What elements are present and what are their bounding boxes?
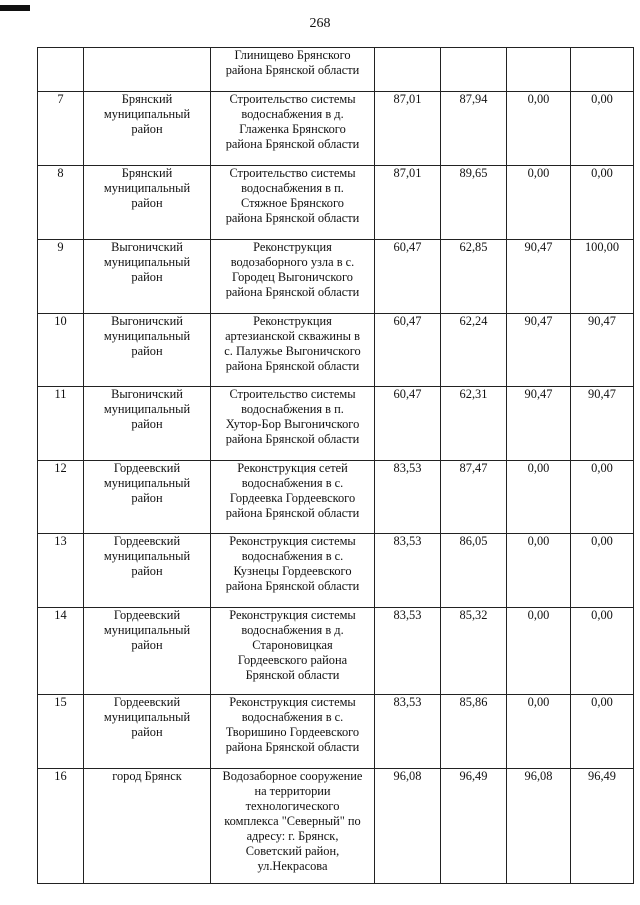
value-cell-4-text: 96,49 [588,769,616,783]
value-cell-2-text: 87,47 [459,461,488,475]
page-number: 268 [309,16,331,31]
value-cell-2 [441,92,507,166]
value-cell-1-text: 87,01 [393,92,422,106]
value-cell-2 [441,695,507,769]
district-cell [84,314,211,387]
row-number-cell [38,695,84,769]
table-row [38,387,634,461]
value-cell-3-text: 0,00 [527,461,550,475]
value-cell-2 [441,387,507,461]
value-cell-2 [441,166,507,240]
value-cell-2 [441,534,507,608]
value-cell-4-text: 0,00 [591,608,613,622]
row-number-cell [38,92,84,166]
table-row [38,48,634,92]
table-row [38,695,634,769]
district-cell-text: Гордеевский муниципальный район [103,608,191,652]
value-cell-1 [375,608,441,695]
row-number-cell [38,608,84,695]
row-number-cell-text: 11 [54,387,67,401]
value-cell-3-text: 90,47 [524,387,553,401]
value-cell-4 [571,48,634,92]
object-description-cell [211,166,375,240]
table-row [38,608,634,695]
table-row [38,92,634,166]
row-number-cell [38,240,84,314]
object-description-cell-text: Строительство системы водоснабжения в п. Хутор-Бор Выгоничского района Брянской области [225,387,360,446]
value-cell-1 [375,769,441,884]
value-cell-2-text: 89,65 [459,166,488,180]
value-cell-1-text: 87,01 [393,166,422,180]
object-description-cell-text: Строительство системы водоснабжения в п. Стяжное Брянского района Брянской области [225,166,360,225]
object-description-cell-text: Реконструкция артезианской скважины в с. Палужье Выгоничского района Брянской области [224,314,361,373]
object-description-cell-text: Реконструкция системы водоснабжения в с. Кузнецы Гордеевского района Брянской области [225,534,360,593]
value-cell-1-text: 60,47 [393,240,422,254]
value-cell-4-text: 0,00 [591,534,613,548]
district-cell-text: Брянский муниципальный район [103,92,191,136]
row-number-cell [38,534,84,608]
row-number-cell-text: 16 [54,769,67,783]
object-description-cell-text: Водозаборное сооружение на территории технологического комплекса "Северный" по адресу: г. Брянск, Советский район, ул.Некрасова [222,769,363,873]
value-cell-3 [507,48,571,92]
row-number-cell [38,461,84,534]
table-body [38,48,634,884]
object-description-cell [211,608,375,695]
row-number-cell [38,314,84,387]
row-number-cell-text: 9 [57,240,64,254]
value-cell-3-text: 0,00 [527,92,550,106]
value-cell-3 [507,387,571,461]
value-cell-2-text: 62,24 [459,314,488,328]
district-cell-text: Гордеевский муниципальный район [103,534,191,578]
row-number-cell [38,769,84,884]
district-cell [84,387,211,461]
row-number-cell-text: 12 [54,461,67,475]
row-number-cell-text: 8 [57,166,64,180]
value-cell-4-text: 0,00 [591,461,613,475]
value-cell-1 [375,314,441,387]
value-cell-1-text: 83,53 [393,534,422,548]
value-cell-2 [441,461,507,534]
value-cell-3-text: 96,08 [524,769,553,783]
district-cell-text: Выгоничский муниципальный район [103,240,191,284]
district-cell [84,534,211,608]
row-number-cell-text: 7 [57,92,64,106]
value-cell-3-text: 0,00 [527,534,550,548]
object-description-cell [211,534,375,608]
value-cell-4 [571,240,634,314]
value-cell-4 [571,461,634,534]
value-cell-4 [571,314,634,387]
object-description-cell [211,92,375,166]
object-description-cell [211,314,375,387]
row-number-cell [38,48,84,92]
value-cell-4 [571,387,634,461]
object-description-cell [211,48,375,92]
value-cell-3 [507,534,571,608]
table-row [38,314,634,387]
object-description-cell [211,769,375,884]
value-cell-4-text: 90,47 [588,387,616,401]
object-description-cell-text: Реконструкция сетей водоснабжения в с. Гордеевка Гордеевского района Брянской области [225,461,360,520]
district-cell [84,48,211,92]
district-cell [84,461,211,534]
value-cell-2-text: 62,85 [459,240,488,254]
district-cell [84,240,211,314]
table-row [38,240,634,314]
value-cell-3 [507,608,571,695]
district-cell-text: Выгоничский муниципальный район [103,314,191,358]
district-cell-text: Гордеевский муниципальный район [103,461,191,505]
value-cell-4-text: 90,47 [588,314,616,328]
district-cell [84,608,211,695]
value-cell-3-text: 0,00 [527,608,550,622]
district-cell [84,166,211,240]
value-cell-3-text: 90,47 [524,240,553,254]
value-cell-3 [507,461,571,534]
value-cell-3-text: 0,00 [527,166,550,180]
value-cell-4 [571,769,634,884]
scan-corner-mark [0,5,30,11]
object-description-cell-text: Глинищево Брянского района Брянской области [225,48,360,77]
value-cell-4 [571,608,634,695]
district-cell-text: город Брянск [112,769,182,783]
district-cell-text: Выгоничский муниципальный район [103,387,191,431]
value-cell-1 [375,92,441,166]
value-cell-4-text: 0,00 [591,92,613,106]
value-cell-1 [375,240,441,314]
water-supply-table [37,47,634,884]
value-cell-1 [375,534,441,608]
district-cell [84,92,211,166]
value-cell-3 [507,240,571,314]
value-cell-3 [507,166,571,240]
object-description-cell-text: Реконструкция системы водоснабжения в д. Староновицкая Гордеевского района Брянской области [229,608,356,682]
value-cell-4-text: 100,00 [584,240,620,254]
value-cell-1-text: 60,47 [393,314,422,328]
value-cell-1 [375,387,441,461]
object-description-cell [211,695,375,769]
value-cell-1-text: 60,47 [393,387,422,401]
table-row [38,166,634,240]
value-cell-3 [507,695,571,769]
value-cell-2 [441,240,507,314]
value-cell-2 [441,608,507,695]
object-description-cell-text: Реконструкция водозаборного узла в с. Городец Выгоничского района Брянской области [225,240,360,299]
object-description-cell [211,387,375,461]
table-row [38,769,634,884]
value-cell-1-text: 83,53 [393,695,422,709]
district-cell [84,695,211,769]
value-cell-1 [375,48,441,92]
value-cell-2 [441,48,507,92]
value-cell-4-text: 0,00 [591,166,613,180]
object-description-cell-text: Строительство системы водоснабжения в д. Глаженка Брянского района Брянской области [225,92,360,151]
value-cell-2-text: 62,31 [459,387,488,401]
value-cell-4 [571,92,634,166]
value-cell-1 [375,461,441,534]
value-cell-3-text: 90,47 [524,314,553,328]
row-number-cell-text: 10 [54,314,67,328]
value-cell-2 [441,314,507,387]
district-cell-text: Гордеевский муниципальный район [103,695,191,739]
object-description-cell-text: Реконструкция системы водоснабжения в с. Творишино Гордеевского района Брянской области [225,695,360,754]
value-cell-4 [571,166,634,240]
value-cell-1-text: 83,53 [393,461,422,475]
value-cell-4 [571,695,634,769]
row-number-cell-text: 15 [54,695,67,709]
value-cell-4-text: 0,00 [591,695,613,709]
value-cell-4 [571,534,634,608]
value-cell-1 [375,166,441,240]
value-cell-3-text: 0,00 [527,695,550,709]
value-cell-3 [507,92,571,166]
district-cell-text: Брянский муниципальный район [103,166,191,210]
value-cell-2-text: 86,05 [459,534,488,548]
table-row [38,534,634,608]
value-cell-2-text: 96,49 [459,769,488,783]
row-number-cell-text: 14 [54,608,67,622]
value-cell-2-text: 87,94 [459,92,488,106]
value-cell-1-text: 96,08 [393,769,422,783]
object-description-cell [211,461,375,534]
row-number-cell-text: 13 [54,534,67,548]
value-cell-1-text: 83,53 [393,608,422,622]
value-cell-3 [507,769,571,884]
row-number-cell [38,166,84,240]
row-number-cell [38,387,84,461]
object-description-cell [211,240,375,314]
table-row [38,461,634,534]
value-cell-2-text: 85,86 [459,695,488,709]
value-cell-3 [507,314,571,387]
value-cell-2 [441,769,507,884]
value-cell-2-text: 85,32 [459,608,488,622]
district-cell [84,769,211,884]
value-cell-1 [375,695,441,769]
